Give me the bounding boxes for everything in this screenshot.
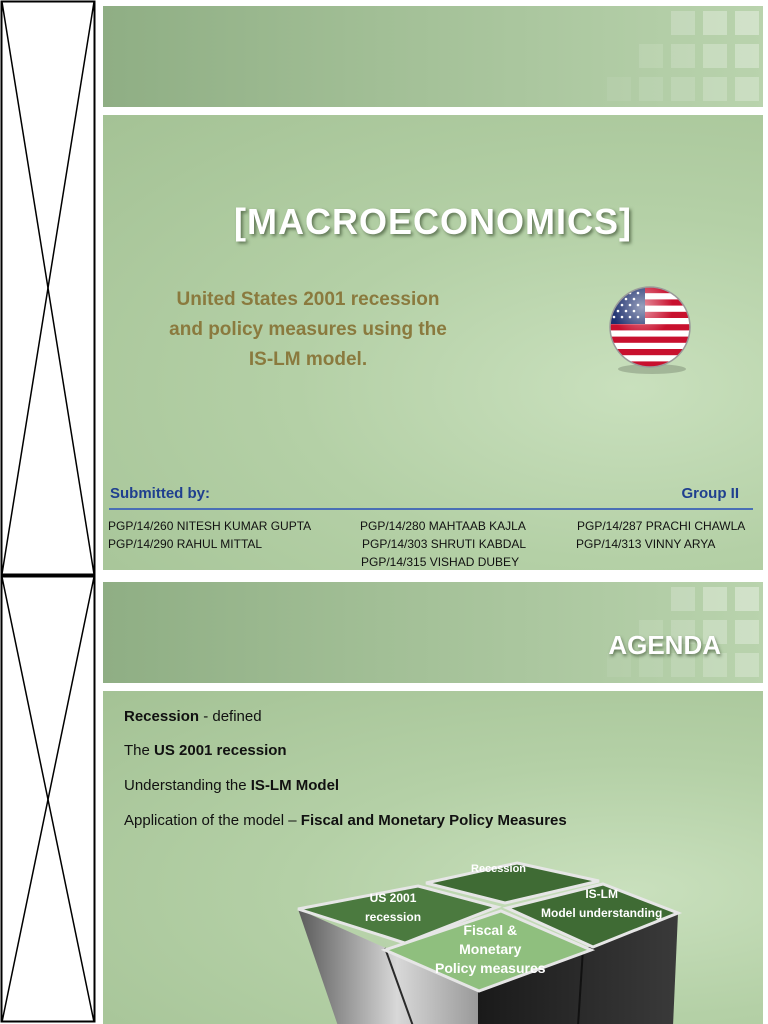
subtitle-line: and policy measures using the (169, 319, 447, 340)
submitted-by-label: Submitted by: (110, 485, 210, 502)
slide1-header-band (103, 6, 763, 107)
member-name: PGP/14/280 MAHTAAB KAJLA (360, 519, 526, 533)
group-label: Group II (681, 485, 739, 502)
cube-label-line: Model understanding (541, 906, 663, 920)
agenda-item-text: - defined (199, 708, 262, 725)
left-strip (0, 0, 97, 1024)
cross-lines-decoration (0, 0, 97, 1024)
member-name: PGP/14/290 RAHUL MITTAL (108, 537, 263, 551)
slide-subtitle (133, 285, 483, 375)
subtitle-line: United States 2001 recession (176, 289, 440, 310)
cube-label-line: recession (365, 910, 422, 924)
member-name: PGP/14/260 NITESH KUMAR GUPTA (108, 519, 312, 533)
agenda-item (124, 812, 567, 829)
us-flag-icon (605, 285, 695, 375)
cube-label-islm (541, 885, 662, 923)
agenda-item-text: The (124, 742, 155, 759)
cube-label-us2001 (365, 889, 421, 927)
agenda-item (124, 742, 287, 759)
slide2-header-band (103, 582, 763, 683)
cube-label-line: Policy measures (435, 960, 546, 976)
subtitle-line: IS-LM model. (248, 349, 368, 370)
agenda-item (124, 708, 262, 725)
member-name: PGP/14/315 VISHAD DUBEY (361, 555, 520, 569)
agenda-title: AGENDA (608, 630, 721, 660)
tile-pattern-decoration (523, 6, 763, 107)
agenda-item-bold: US 2001 recession (154, 742, 287, 759)
agenda-item-bold: IS-LM Model (250, 777, 340, 794)
agenda-item (124, 777, 339, 794)
cube-label-line: Monetary (459, 941, 522, 957)
cube-label-recession: Recession (471, 863, 527, 875)
member-name: PGP/14/313 VINNY ARYA (576, 537, 716, 551)
agenda-item-bold: Fiscal and Monetary Policy Measures (300, 812, 567, 829)
title-slide (103, 115, 763, 570)
agenda-slide (103, 691, 763, 1024)
agenda-item-text: Application of the model – (124, 812, 301, 829)
divider (109, 508, 753, 510)
cube-label-line: IS-LM (585, 887, 618, 901)
cube-label-line: US 2001 (369, 891, 417, 905)
cube-label-policy (435, 921, 546, 978)
agenda-item-bold: Recession (124, 708, 200, 725)
slide-title: [MACROECONOMICS] (234, 201, 632, 242)
cube-label-line: Fiscal & (463, 922, 518, 938)
member-name: PGP/14/303 SHRUTI KABDAL (362, 537, 527, 551)
member-name: PGP/14/287 PRACHI CHAWLA (577, 519, 746, 533)
agenda-item-text: Understanding the (124, 777, 251, 794)
